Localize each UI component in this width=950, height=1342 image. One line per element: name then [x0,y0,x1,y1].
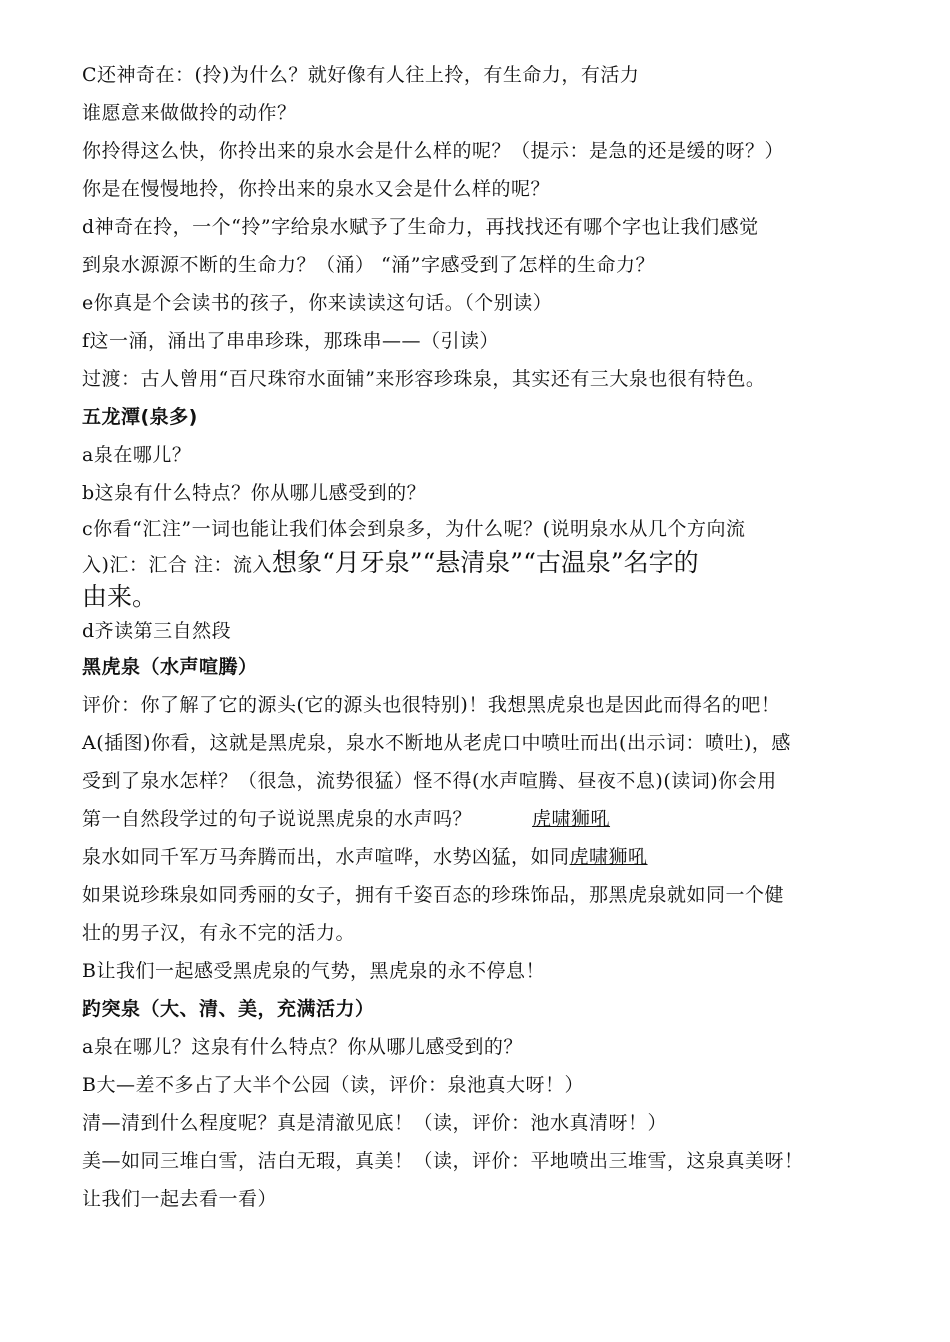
text-span: 泉水如同千军万马奔腾而出，水声喧哗，水势凶猛，如同 [82,846,570,868]
text-line: B大—差不多占了大半个公园（读，评价：泉池真大呀！） [82,1074,584,1096]
text-span: 第一自然段学过的句子说说黑虎泉的水声吗？ [82,808,473,830]
text-line: 让我们一起去看一看） [82,1188,278,1210]
text-line: C还神奇在：(拎)为什么？就好像有人往上拎，有生命力，有活力 [82,64,640,86]
underlined-phrase: 虎啸狮吼 [532,808,611,830]
text-line: 到泉水源源不断的生命力？（涌） “涌”字感受到了怎样的生命力？ [82,254,655,276]
text-line: 谁愿意来做做拎的动作？ [82,102,297,124]
text-line: 受到了泉水怎样？（很急，流势很猛）怪不得(水声喧腾、昼夜不息)(读词)你会用 [82,770,777,792]
text-line-with-underline [82,838,890,876]
text-line-mixed [82,546,890,580]
text-line: 你拎得这么快，你拎出来的泉水会是什么样的呢？（提示：是急的还是缓的呀？） [82,140,785,162]
text-line: 清—清到什么程度呢？真是清澈见底！（读，评价：池水真清呀！） [82,1112,668,1134]
text-line: A(插图)你看，这就是黑虎泉，泉水不断地从老虎口中喷吐而出(出示词：喷吐)，感 [82,732,791,754]
text-line: a泉在哪儿？ [82,444,192,466]
text-line-with-underline [82,800,890,838]
text-line: 评价：你了解了它的源头(它的源头也很特别)！我想黑虎泉也是因此而得名的吧！ [82,694,781,716]
text-span-large: 想象“月牙泉”“悬清泉”“古温泉”名字的 [271,548,699,577]
text-line: f这一涌，涌出了串串珍珠，那珠串——（引读） [82,330,500,352]
underlined-phrase: 虎啸狮吼 [569,846,648,868]
section-heading-baotuquan: 趵突泉（大、清、美，充满活力） [82,998,375,1020]
text-line: 过渡：古人曾用“百尺珠帘水面铺”来形容珍珠泉，其实还有三大泉也很有特色。 [82,368,766,390]
text-line: b这泉有什么特点？你从哪儿感受到的？ [82,482,427,504]
section-heading-wulongtan: 五龙潭(泉多) [82,406,198,428]
text-line: c你看“汇注”一词也能让我们体会到泉多，为什么呢？(说明泉水从几个方向流 [82,518,746,540]
text-line: 你是在慢慢地拎，你拎出来的泉水又会是什么样的呢？ [82,178,551,200]
text-line: d神奇在拎，一个“拎”字给泉水赋予了生命力，再找找还有哪个字也让我们感觉 [82,216,759,238]
text-line: B让我们一起感受黑虎泉的气势，黑虎泉的永不停息！ [82,960,545,982]
text-line: a泉在哪儿？这泉有什么特点？你从哪儿感受到的？ [82,1036,523,1058]
text-line: 如果说珍珠泉如同秀丽的女子，拥有千姿百态的珍珠饰品，那黑虎泉就如同一个健 [82,884,785,906]
text-line: e你真是个会读书的孩子，你来读读这句话。（个别读） [82,292,553,314]
text-line: 壮的男子汉，有永不完的活力。 [82,922,356,944]
text-line: 美—如同三堆白雪，洁白无瑕，真美！（读，评价：平地喷出三堆雪，这泉真美呀！ [82,1150,804,1172]
text-line-large: 由来。 [82,582,158,611]
section-heading-heihuquan: 黑虎泉（水声喧腾） [82,656,258,678]
text-line: d齐读第三自然段 [82,620,232,642]
text-span: 入)汇：汇合 注：流入 [82,554,272,576]
